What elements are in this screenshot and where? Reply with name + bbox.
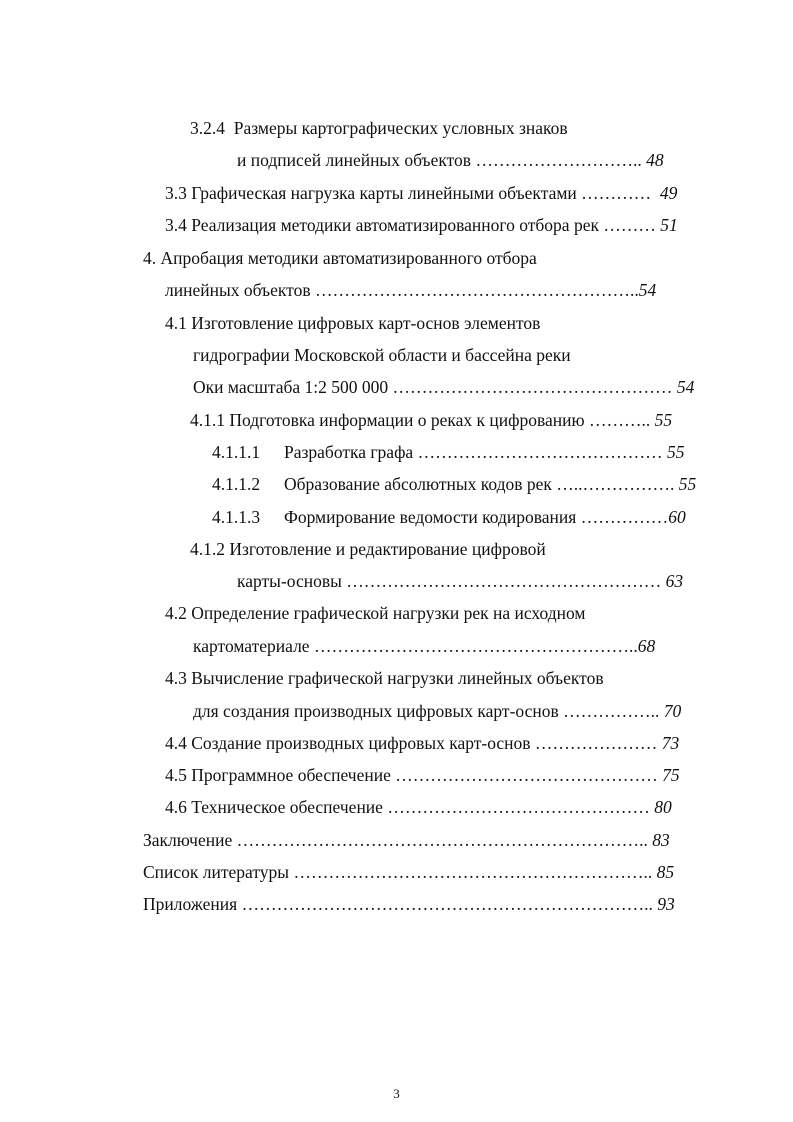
toc-leader-dots: ……… bbox=[603, 215, 656, 235]
toc-entry-4-2-line2 bbox=[193, 636, 655, 656]
toc-leader-dots: ………………… bbox=[534, 733, 658, 753]
toc-leader-dots: …………………………………………………………….. bbox=[236, 830, 648, 850]
toc-page-number: 51 bbox=[660, 215, 678, 235]
toc-leader-dots: …………………………………………………………….. bbox=[241, 894, 653, 914]
toc-entry-4-2-line1 bbox=[165, 603, 586, 623]
toc-entry-4-1-1 bbox=[190, 410, 672, 430]
toc-title: Список литературы bbox=[143, 862, 290, 882]
toc-entry-references bbox=[143, 862, 674, 882]
toc-title: линейных объектов bbox=[165, 280, 311, 300]
toc-entry-4-6 bbox=[165, 797, 672, 817]
toc-page-number: 63 bbox=[665, 571, 684, 591]
toc-leader-dots: …………….. bbox=[563, 701, 660, 721]
toc-entry-4-line2 bbox=[165, 280, 656, 300]
toc-title: Образование абсолютных кодов рек bbox=[284, 474, 552, 494]
toc-code: 3.2.4 bbox=[190, 118, 225, 138]
toc-entry-4-1-1-3 bbox=[212, 507, 686, 527]
toc-page-number: 54 bbox=[676, 377, 695, 397]
toc-title: Размеры картографических условных знаков bbox=[233, 118, 568, 138]
toc-page-number: 93 bbox=[657, 894, 675, 914]
toc-entry-4-3-line2 bbox=[193, 701, 681, 721]
toc-page-number: 48 bbox=[646, 150, 664, 170]
toc-leader-dots: ……………………………………………… bbox=[346, 571, 662, 591]
toc-title: 4.6 Техническое обеспечение bbox=[165, 797, 383, 817]
toc-title: 3.4 Реализация методики автоматизированного отбора рек bbox=[165, 215, 599, 235]
toc-title: Заключение bbox=[143, 830, 233, 850]
toc-leader-dots: ……………………………………… bbox=[395, 765, 658, 785]
toc-page-number: 60 bbox=[668, 507, 686, 527]
toc-code: 4.1.1.1 bbox=[212, 442, 261, 462]
toc-title: Приложения bbox=[143, 894, 238, 914]
toc-entry-4-1-2-line2 bbox=[237, 571, 683, 591]
toc-title: 4.1.1 Подготовка информации о реках к цифрованию bbox=[190, 410, 585, 430]
toc-page-number: 80 bbox=[654, 797, 672, 817]
toc-entry-4-5 bbox=[165, 765, 680, 785]
toc-leader-dots: ……………………………………… bbox=[387, 797, 650, 817]
page-number: 3 bbox=[393, 1086, 400, 1101]
toc-code: 4.1.1.2 bbox=[212, 474, 261, 494]
toc-entry-4-1-1-1 bbox=[212, 442, 684, 462]
toc-page-number: 68 bbox=[637, 636, 656, 656]
toc-leader-dots: ……………………….. bbox=[475, 150, 642, 170]
toc-title: Разработка графа bbox=[284, 442, 414, 462]
toc-entry-4-line1 bbox=[143, 248, 537, 268]
toc-entry-4-1-line1 bbox=[165, 313, 540, 333]
toc-page-number: 73 bbox=[661, 733, 680, 753]
toc-leader-dots: …………………………………… bbox=[417, 442, 663, 462]
toc-entry-3-3 bbox=[165, 183, 677, 203]
toc-entry-4-1-line3 bbox=[193, 377, 694, 397]
toc-leader-dots: …………… bbox=[580, 507, 669, 527]
toc-entry-4-1-line2 bbox=[193, 345, 571, 365]
toc-title: гидрографии Московской области и бассейна реки bbox=[193, 345, 571, 365]
toc-title: и подписей линейных объектов bbox=[237, 150, 472, 170]
toc-leader-dots: …………………………………………………….. bbox=[293, 862, 653, 882]
toc-title: для создания производных цифровых карт-основ bbox=[193, 701, 559, 721]
toc-entry-3-2-4-line2 bbox=[237, 150, 664, 170]
toc-title: Формирование ведомости кодирования bbox=[284, 507, 577, 527]
toc-page-number: 55 bbox=[654, 410, 673, 430]
toc-title: Оки масштаба 1:2 500 000 bbox=[193, 377, 389, 397]
toc-page-number: 55 bbox=[666, 442, 685, 462]
toc-page-number: 54 bbox=[638, 280, 657, 300]
toc-leader-dots: …..……………. bbox=[556, 474, 675, 494]
toc-code: 4.1.1.3 bbox=[212, 507, 261, 527]
toc-entry-4-1-2-line1 bbox=[190, 539, 546, 559]
toc-title: 4.1 Изготовление цифровых карт-основ элементов bbox=[165, 313, 541, 333]
toc-leader-dots: ………… bbox=[581, 183, 652, 203]
toc-entry-3-4 bbox=[165, 215, 678, 235]
toc-entry-4-4 bbox=[165, 733, 679, 753]
toc-title: 4. Апробация методики автоматизированного отбора bbox=[143, 248, 537, 268]
toc-entry-4-3-line1 bbox=[165, 668, 604, 688]
toc-title: 4.5 Программное обеспечение bbox=[165, 765, 391, 785]
toc-title: 4.3 Вычисление графической нагрузки линейных объектов bbox=[165, 668, 604, 688]
toc-title: 4.2 Определение графической нагрузки рек на исходном bbox=[165, 603, 586, 623]
toc-page-number: 49 bbox=[659, 183, 678, 203]
toc-entry-3-2-4-line1 bbox=[190, 118, 568, 138]
toc-leader-dots: ……….. bbox=[588, 410, 651, 430]
toc-entry-conclusion bbox=[143, 830, 670, 850]
toc-title: карты-основы bbox=[237, 571, 342, 591]
toc-page-number: 83 bbox=[652, 830, 670, 850]
toc-page-number: 75 bbox=[662, 765, 680, 785]
toc-title: 4.4 Создание производных цифровых карт-основ bbox=[165, 733, 531, 753]
toc-page-number: 85 bbox=[656, 862, 675, 882]
toc-title: 4.1.2 Изготовление и редактирование цифровой bbox=[190, 539, 546, 559]
toc-leader-dots: ……………………………………………….. bbox=[314, 280, 639, 300]
toc-title: картоматериале bbox=[193, 636, 310, 656]
toc-entry-appendices bbox=[143, 894, 675, 914]
toc-title: 3.3 Графическая нагрузка карты линейными объектами bbox=[165, 183, 577, 203]
toc-leader-dots: ………………………………………… bbox=[392, 377, 673, 397]
toc-page-number: 55 bbox=[678, 474, 697, 494]
toc-page-number: 70 bbox=[663, 701, 682, 721]
toc-leader-dots: ……………………………………………….. bbox=[313, 636, 638, 656]
toc-entry-4-1-1-2 bbox=[212, 474, 696, 494]
